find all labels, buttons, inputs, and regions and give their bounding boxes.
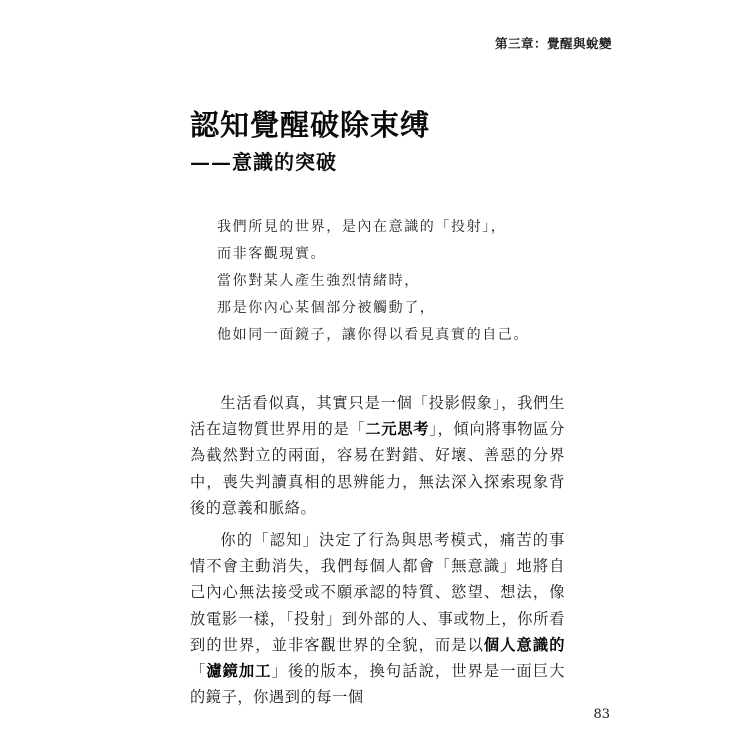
bold-term: 個人意識的 xyxy=(483,635,565,654)
epigraph xyxy=(217,214,547,349)
bold-term: 二元思考 xyxy=(365,420,430,439)
body-text xyxy=(190,390,565,710)
chapter-subtitle: ——意識的突破 xyxy=(190,150,337,174)
running-header: 第三章：覺醒與蛻變 xyxy=(494,36,612,51)
paragraph-text: 生活看似真，其實只是一個「投影假象」，我們生活在這物質世界用的是「 xyxy=(190,394,565,439)
paragraph-text: 「 xyxy=(190,662,207,681)
bold-term: 濾鏡加工 xyxy=(206,662,272,681)
epigraph-line: 當你對某人產生強烈情緒時， xyxy=(217,273,420,289)
epigraph-line: 他如同一面鏡子，讓你得以看見真實的自己。 xyxy=(217,327,529,343)
body-paragraph xyxy=(190,390,565,521)
epigraph-line: 那是你內心某個部分被觸動了， xyxy=(217,300,436,316)
paragraph-text: 」後的版本，換句話說，世界是一面巨大的鏡子，你遇到的每一個 xyxy=(190,662,565,707)
chapter-title: 認知覺醒破除束缚 xyxy=(190,108,431,142)
paragraph-text: 你的「認知」決定了行為與思考模式，痛苦的事情不會主動消失，我們每個人都會「無意識」地將自己內心無法接受或不願承認的特質、慾望、想法，像放電影一樣，「投射」到外部的人、事或物上，你所看到的世界，並非客觀世界的全貌，而是以 xyxy=(190,531,565,654)
body-paragraph xyxy=(190,527,565,710)
paragraph-text: 」，傾向將事物區分為截然對立的兩面，容易在對錯、好壞、善惡的分界中，喪失判讀真相的思辨能力，無法深入探索現象背後的意義和脈絡。 xyxy=(190,420,565,517)
page-number: 83 xyxy=(593,707,610,722)
epigraph-line: 我們所見的世界，是內在意識的「投射」， xyxy=(217,219,507,235)
epigraph-line: 而非客觀現實。 xyxy=(217,246,327,262)
